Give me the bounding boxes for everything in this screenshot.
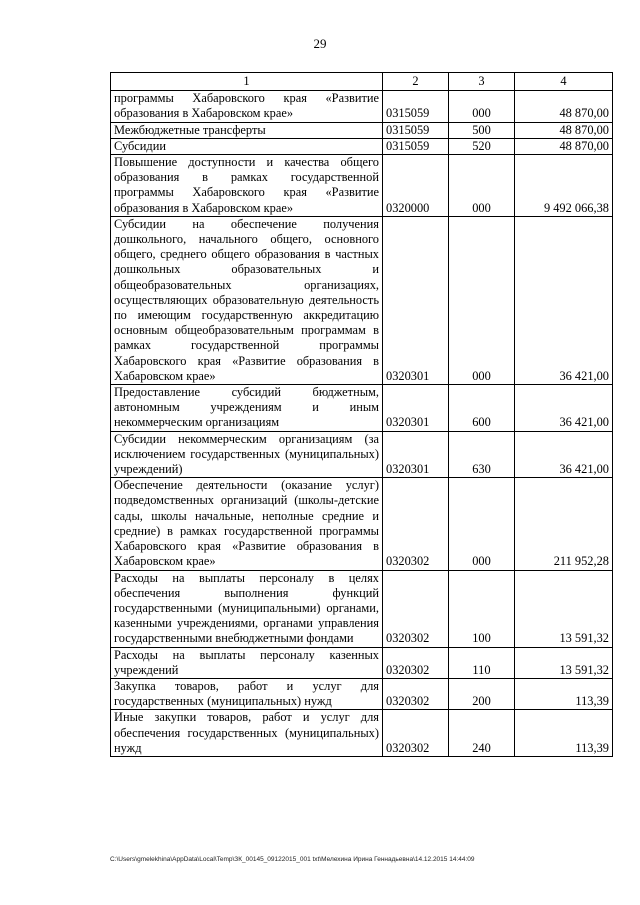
row-code: 0320302 bbox=[383, 647, 449, 678]
row-amount: 113,39 bbox=[515, 710, 613, 757]
row-amount: 36 421,00 bbox=[515, 385, 613, 432]
row-description: программы Хабаровского края «Развитие образования в Хабаровском крае» bbox=[111, 91, 383, 122]
row-amount: 48 870,00 bbox=[515, 122, 613, 138]
row-type: 240 bbox=[449, 710, 515, 757]
row-description: Субсидии некоммерческим организациям (за исключением государственных (муниципальных) учреждений) bbox=[111, 431, 383, 478]
row-code: 0320302 bbox=[383, 678, 449, 709]
row-type: 600 bbox=[449, 385, 515, 432]
row-type: 630 bbox=[449, 431, 515, 478]
table-row bbox=[111, 647, 613, 678]
row-code: 0320302 bbox=[383, 710, 449, 757]
row-amount: 9 492 066,38 bbox=[515, 155, 613, 217]
row-type: 000 bbox=[449, 155, 515, 217]
row-description: Обеспечение деятельности (оказание услуг) подведомственных организаций (школы-детские сады, школы начальные, неполные средние и средние) в рамках государственной программы Хабаровского края «Развитие образования в Хабаровском крае» bbox=[111, 478, 383, 570]
row-description: Повышение доступности и качества общего образования в рамках государственной программы Хабаровского края «Развитие образования в Хабаровском крае» bbox=[111, 155, 383, 217]
table-row bbox=[111, 91, 613, 122]
row-code: 0320301 bbox=[383, 431, 449, 478]
table-row bbox=[111, 570, 613, 647]
table-row bbox=[111, 216, 613, 384]
table-row bbox=[111, 431, 613, 478]
file-path-footer: C:\Users\gmelekhina\AppData\Local\Temp\ЗК_00145_09122015_001 txt\Мелехина Ирина Геннадьевна\14.12.2015 14:44:09 bbox=[110, 856, 475, 863]
column-header-type: 3 bbox=[449, 73, 515, 91]
table-row bbox=[111, 678, 613, 709]
table-row bbox=[111, 122, 613, 138]
row-description: Предоставление субсидий бюджетным, автономным учреждениям и иным некоммерческим организациям bbox=[111, 385, 383, 432]
row-description: Закупка товаров, работ и услуг для государственных (муниципальных) нужд bbox=[111, 678, 383, 709]
row-amount: 13 591,32 bbox=[515, 647, 613, 678]
row-code: 0315059 bbox=[383, 138, 449, 154]
row-code: 0320301 bbox=[383, 385, 449, 432]
table-row bbox=[111, 385, 613, 432]
row-description: Расходы на выплаты персоналу в целях обеспечения выполнения функций государственными (муниципальными) органами, казенными учреждениями, органами управления государственными внебюджетными фондами bbox=[111, 570, 383, 647]
budget-table bbox=[110, 72, 613, 757]
page-number: 29 bbox=[313, 36, 327, 51]
row-code: 0320000 bbox=[383, 155, 449, 217]
column-header-amount: 4 bbox=[515, 73, 613, 91]
column-header-description: 1 bbox=[111, 73, 383, 91]
row-amount: 211 952,28 bbox=[515, 478, 613, 570]
row-type: 110 bbox=[449, 647, 515, 678]
table-row bbox=[111, 478, 613, 570]
row-type: 000 bbox=[449, 91, 515, 122]
row-description: Расходы на выплаты персоналу казенных учреждений bbox=[111, 647, 383, 678]
row-amount: 113,39 bbox=[515, 678, 613, 709]
row-description: Межбюджетные трансферты bbox=[111, 122, 383, 138]
table-row bbox=[111, 155, 613, 217]
row-code: 0320302 bbox=[383, 570, 449, 647]
row-type: 500 bbox=[449, 122, 515, 138]
row-type: 100 bbox=[449, 570, 515, 647]
row-amount: 36 421,00 bbox=[515, 431, 613, 478]
table-row bbox=[111, 138, 613, 154]
row-amount: 48 870,00 bbox=[515, 91, 613, 122]
row-amount: 13 591,32 bbox=[515, 570, 613, 647]
table-header-row bbox=[111, 73, 613, 91]
row-type: 000 bbox=[449, 478, 515, 570]
row-type: 000 bbox=[449, 216, 515, 384]
row-type: 520 bbox=[449, 138, 515, 154]
row-description: Иные закупки товаров, работ и услуг для обеспечения государственных (муниципальных) нужд bbox=[111, 710, 383, 757]
row-amount: 36 421,00 bbox=[515, 216, 613, 384]
row-code: 0315059 bbox=[383, 122, 449, 138]
row-description: Субсидии на обеспечение получения дошкольного, начального общего, основного общего, среднего общего образования в частных дошкольных образовательных и общеобразовательных организациях, осуществляющих образовательную деятельность по имеющим государственную аккредитацию основным общеобразовательным программам в рамках государственной программы Хабаровского края «Развитие образования в Хабаровском крае» bbox=[111, 216, 383, 384]
table-row bbox=[111, 710, 613, 757]
row-amount: 48 870,00 bbox=[515, 138, 613, 154]
row-code: 0320301 bbox=[383, 216, 449, 384]
row-code: 0315059 bbox=[383, 91, 449, 122]
column-header-code: 2 bbox=[383, 73, 449, 91]
row-type: 200 bbox=[449, 678, 515, 709]
row-code: 0320302 bbox=[383, 478, 449, 570]
row-description: Субсидии bbox=[111, 138, 383, 154]
